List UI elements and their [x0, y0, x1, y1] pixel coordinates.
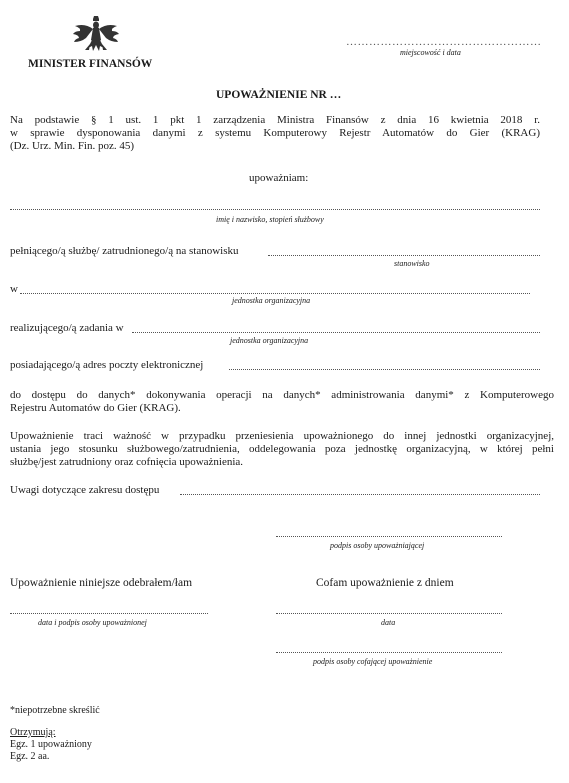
position-caption: stanowisko [394, 259, 430, 268]
revoker-signature-field[interactable] [276, 652, 502, 653]
unit-label: w [10, 283, 18, 295]
recipient-item: Egz. 1 upoważniony [10, 739, 92, 750]
grantor-signature-caption: podpis osoby upoważniającej [330, 541, 425, 550]
remarks-field[interactable] [180, 494, 540, 495]
position-field[interactable] [268, 255, 540, 256]
access-line-2: Rejestru Automatów do Gier (KRAG). [10, 402, 181, 414]
name-caption: imię i nazwisko, stopień służbowy [216, 215, 324, 224]
remarks-label: Uwagi dotyczące zakresu dostępu [10, 484, 160, 496]
polish-eagle-emblem-icon [72, 14, 120, 56]
expiry-line-1: Upoważnienie traci ważność w przypadku przeniesienia upoważnionego do innej jednostki organizacyjnej, [10, 430, 554, 442]
tasks-field[interactable] [132, 332, 540, 333]
received-signature-field[interactable] [10, 613, 208, 614]
revoke-date-field[interactable] [276, 613, 502, 614]
footnote: *niepotrzebne skreślić [10, 705, 100, 716]
email-field[interactable] [229, 369, 540, 370]
document-title: UPOWAŻNIENIE NR … [216, 89, 342, 101]
position-label: pełniącego/ą służbę/ zatrudnionego/ą na stanowisku [10, 245, 239, 257]
tasks-caption: jednostka organizacyjna [230, 336, 309, 345]
place-date-field[interactable]: …………………………………………… [346, 36, 542, 48]
revoker-signature-caption: podpis osoby cofającej upoważnienie [313, 657, 433, 666]
expiry-line-2: ustania jego stosunku służbowego/zatrudnienia, oddelegowania poza jednostkę organizacyjną, w której pełni [10, 443, 554, 455]
intro-line-2: w sprawie dysponowania danymi z systemu Komputerowy Rejestr Automatów do Gier (KRAG) [10, 127, 540, 139]
unit-field[interactable] [20, 293, 530, 294]
intro-line-1: Na podstawie § 1 ust. 1 pkt 1 zarządzenia Ministra Finansów z dnia 16 kwietnia 2018 r. [10, 114, 540, 126]
authorize-word: upoważniam: [249, 172, 309, 184]
tasks-label: realizującego/ą zadania w [10, 322, 124, 334]
recipient-item: Egz. 2 aa. [10, 751, 50, 762]
issuing-authority: MINISTER FINANSÓW [28, 58, 153, 70]
revoke-label: Cofam upoważnienie z dniem [316, 577, 454, 589]
unit-caption: jednostka organizacyjna [232, 296, 311, 305]
received-signature-caption: data i podpis osoby upoważnionej [38, 618, 147, 627]
received-label: Upoważnienie niniejsze odebrałem/łam [10, 577, 193, 589]
intro-line-3: (Dz. Urz. Min. Fin. poz. 45) [10, 140, 135, 152]
revoke-date-caption: data [381, 618, 396, 627]
grantor-signature-field[interactable] [276, 536, 502, 537]
place-date-caption: miejscowość i data [400, 48, 461, 57]
name-field[interactable] [10, 209, 540, 210]
expiry-line-3: służbę/jest zatrudniony oraz cofnięcia upoważnienia. [10, 456, 244, 468]
email-label: posiadającego/ą adres poczty elektronicznej [10, 359, 204, 371]
access-line-1: do dostępu do danych* dokonywania operacji na danych* administrowania danymi* z Komputerowego [10, 389, 554, 401]
recipients-heading: Otrzymują: [10, 727, 56, 738]
